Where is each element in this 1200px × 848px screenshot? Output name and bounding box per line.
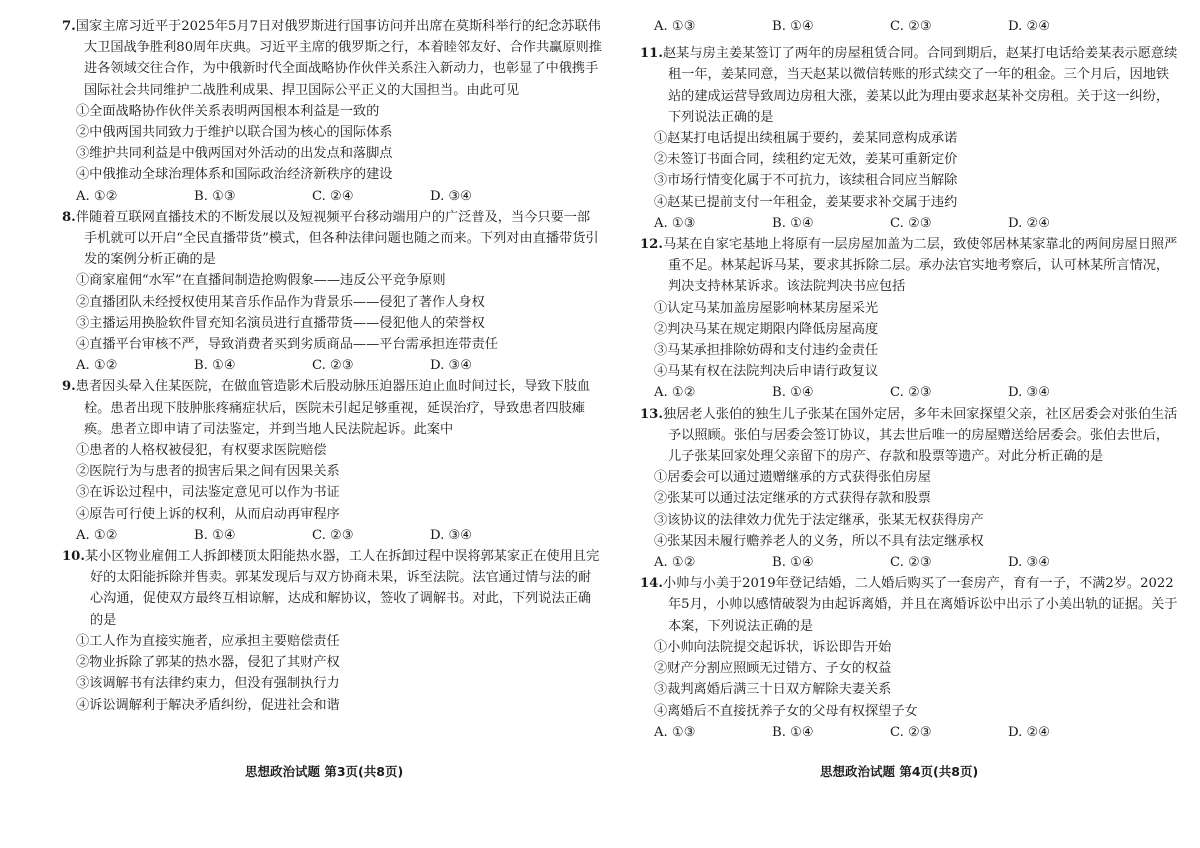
- answer-a: A. ①②: [76, 188, 118, 204]
- option: ④赵某已提前支付一年租金，姜某要求补交属于违约: [654, 194, 958, 210]
- question-stem: 13.独居老人张伯的独生儿子张某在国外定居，多年未回家探望父亲，社区居委会对张伯生活予以照顾。张伯与居委会签订协议，其去世后唯一的房屋赠送给居委会。张伯去世后，儿子张某回家处理父亲留下的房产、存款和股票等遗产。对此分析正确的是: [640, 406, 1178, 465]
- question-stem: 14.小帅与小美于2019年登记结婚，二人婚后购买了一套房产，育有一子，不满2岁。2022年5月，小帅以感情破裂为由起诉离婚，并且在离婚诉讼中出示了小美出轨的证据。关于本案，下列说法正确的是: [640, 576, 1178, 634]
- answer-choices: [62, 186, 602, 207]
- answer-a: A. ①③: [654, 724, 696, 740]
- answer-a: A. ①②: [76, 527, 118, 543]
- question-number: 11.: [640, 46, 663, 62]
- option: ①工人作为直接实施者，应承担主要赔偿责任: [76, 633, 340, 649]
- answer-a: A. ①③: [654, 19, 696, 34]
- option: ④离婚后不直接抚养子女的父母有权探望子女: [654, 703, 918, 719]
- option: ③在诉讼过程中，司法鉴定意见可以作为书证: [76, 485, 340, 501]
- option: ②财产分割应照顾无过错方、子女的权益: [654, 661, 892, 677]
- question-number: 10.: [62, 549, 85, 565]
- option: ①患者的人格权被侵犯，有权要求医院赔偿: [76, 443, 327, 459]
- answer-d: D. ③④: [1008, 555, 1051, 571]
- option: ②张某可以通过法定继承的方式获得存款和股票: [654, 491, 931, 507]
- question-stem: 7.国家主席习近平于2025年5月7日对俄罗斯进行国事访问并出席在莫斯科举行的纪念苏联伟大卫国战争胜利80周年庆典。习近平主席的俄罗斯之行，本着睦邻友好、合作共赢原则推进各领域交往合作，为中俄新时代全面战略协作伙伴关系注入新动力，也彰显了中俄携手国际社会共同维护二战胜利成果、捍卫国际公平正义的大国担当。由此可见: [62, 19, 602, 98]
- answer-choices: [640, 382, 1180, 403]
- question-number: 13.: [640, 406, 663, 422]
- question-number: 9.: [62, 379, 76, 395]
- question-stem: 9.患者因头晕入住某医院，在做血管造影术后股动脉压迫器压迫止血时间过长，导致下肢血栓。患者出现下肢肿胀疼痛症状后，医院未引起足够重视，延误治疗，导致患者四肢瘫痪。患者立即申请了司法鉴定，并到当地人民法院起诉。此案中: [62, 379, 591, 437]
- question-stem: 11.赵某与房主姜某签订了两年的房屋租赁合同。合同到期后，赵某打电话给姜某表示愿意续租一年，姜某同意，当天赵某以微信转账的形式续交了一年的租金。三个月后，因地铁站的建成运营导致周边房租大涨，姜某以此为理由要求赵某补交房租。关于这一纠纷，下列说法正确的是: [640, 46, 1178, 125]
- answer-d: D. ②④: [1008, 19, 1051, 34]
- option: ③主播运用换脸软件冒充知名演员进行直播带货——侵犯他人的荣誉权: [76, 315, 485, 331]
- answer-choices: [62, 525, 602, 546]
- option: ③裁判离婚后满三十日双方解除夫妻关系: [654, 682, 892, 698]
- answer-a: A. ①②: [654, 385, 696, 401]
- question-number: 7.: [62, 19, 76, 34]
- page-footer-left: 思想政治试题 第3页(共8页): [245, 764, 404, 779]
- option: ④直播平台审核不严，导致消费者买到劣质商品——平台需承担连带责任: [76, 337, 498, 353]
- answer-d: D. ③④: [430, 188, 473, 204]
- option: ②直播团队未经授权使用某音乐作品作为背景乐——侵犯了著作人身权: [76, 294, 485, 310]
- answer-choices: [640, 552, 1180, 573]
- answer-c: C. ②③: [890, 215, 932, 231]
- answer-d: D. ②④: [1008, 724, 1051, 740]
- option: ③该调解书有法律约束力，但没有强制执行力: [76, 676, 340, 692]
- answer-b: B. ①④: [772, 555, 814, 571]
- answer-c: C. ②③: [890, 385, 932, 401]
- option: ①小帅向法院提交起诉状，诉讼即告开始: [654, 639, 892, 655]
- question-number: 8.: [62, 209, 76, 225]
- option: ①居委会可以通过遗赠继承的方式获得张伯房屋: [654, 470, 931, 486]
- answer-c: C. ②③: [890, 19, 932, 34]
- question-number: 14.: [640, 576, 663, 592]
- question-9: [62, 376, 602, 546]
- right-column: [640, 16, 1180, 743]
- answer-b: B. ①④: [772, 724, 814, 740]
- answer-b: B. ①③: [194, 188, 236, 204]
- option: ④中俄推动全球治理体系和国际政治经济新秩序的建设: [76, 167, 393, 183]
- answer-d: D. ③④: [430, 527, 473, 543]
- answer-d: D. ③④: [1008, 385, 1051, 401]
- answer-c: C. ②③: [890, 724, 932, 740]
- option: ③维护共同利益是中俄两国对外活动的出发点和落脚点: [76, 146, 393, 162]
- answer-b: B. ①④: [772, 385, 814, 401]
- question-stem: 12.马某在自家宅基地上将原有一层房屋加盖为二层，致使邻居林某家靠北的两间房屋日照严重不足。林某起诉马某，要求其拆除二层。承办法官实地考察后，认可林某所言情况，判决支持林某诉求。该法院判决书应包括: [640, 237, 1178, 295]
- question-8: [62, 207, 602, 377]
- option: ②物业拆除了郭某的热水器，侵犯了其财产权: [76, 655, 340, 671]
- option: ④诉讼调解利于解决矛盾纠纷，促进社会和谐: [76, 697, 340, 713]
- option: ③该协议的法律效力优先于法定继承，张某无权获得房产: [654, 512, 984, 528]
- question-stem: 10.某小区物业雇佣工人拆卸楼顶太阳能热水器，工人在拆卸过程中误将郭某家正在使用且完好的太阳能拆除并售卖。郭某发现后与双方协商未果，诉至法院。法官通过情与法的耐心沟通，促使双方最终互相谅解，达成和解协议，签收了调解书。对此，下列说法正确的是: [62, 549, 600, 628]
- answer-c: C. ②③: [890, 555, 932, 571]
- question-number: 12.: [640, 237, 663, 253]
- left-column: [62, 16, 602, 716]
- answer-d: D. ②④: [1008, 215, 1051, 231]
- option: ①赵某打电话提出续租属于要约，姜某同意构成承诺: [654, 131, 958, 147]
- question-11: [640, 43, 1180, 234]
- answer-choices: [62, 355, 602, 376]
- answer-a: A. ①②: [654, 555, 696, 571]
- option: ②医院行为与患者的损害后果之间有因果关系: [76, 464, 340, 480]
- option: ④原告可行使上诉的权利，从而启动再审程序: [76, 506, 340, 522]
- option: ①商家雇佣“水军”在直播间制造抢购假象——违反公平竞争原则: [76, 273, 446, 289]
- answer-c: C. ②③: [312, 527, 354, 543]
- answer-b: B. ①④: [194, 527, 236, 543]
- answer-choices: [640, 722, 1180, 743]
- option: ④马某有权在法院判决后申请行政复议: [654, 364, 879, 380]
- option: ④张某因未履行赡养老人的义务，所以不具有法定继承权: [654, 533, 984, 549]
- option: ②判决马某在规定期限内降低房屋高度: [654, 321, 879, 337]
- question-12: [640, 234, 1180, 404]
- option: ②中俄两国共同致力于维护以联合国为核心的国际体系: [76, 125, 393, 141]
- answer-b: B. ①④: [772, 19, 814, 34]
- option: ②未签订书面合同，续租约定无效，姜某可重新定价: [654, 152, 958, 168]
- page-footer-right: 思想政治试题 第4页(共8页): [820, 764, 979, 779]
- answer-a: A. ①②: [76, 358, 118, 374]
- question-10: [62, 546, 602, 716]
- question-7: [62, 16, 602, 207]
- answer-c: C. ②③: [312, 358, 354, 374]
- answer-b: B. ①④: [772, 215, 814, 231]
- option: ③马某承担排除妨碍和支付违约金责任: [654, 343, 879, 359]
- question-10-answer-choices: [640, 16, 1180, 37]
- option: ①全面战略协作伙伴关系表明两国根本利益是一致的: [76, 103, 380, 119]
- question-13: [640, 404, 1180, 574]
- answer-d: D. ③④: [430, 358, 473, 374]
- question-stem: 8.伴随着互联网直播技术的不断发展以及短视频平台移动端用户的广泛普及，当今只要一部手机就可以开启“全民直播带货”模式，但各种法律问题也随之而来。下列对由直播带货引发的案例分析正确的是: [62, 209, 599, 268]
- option: ①认定马某加盖房屋影响林某房屋采光: [654, 300, 879, 316]
- answer-c: C. ②④: [312, 188, 354, 204]
- answer-b: B. ①④: [194, 358, 236, 374]
- answer-a: A. ①③: [654, 215, 696, 231]
- option: ③市场行情变化属于不可抗力，该续租合同应当解除: [654, 173, 958, 189]
- question-14: [640, 573, 1180, 743]
- answer-choices: [640, 213, 1180, 234]
